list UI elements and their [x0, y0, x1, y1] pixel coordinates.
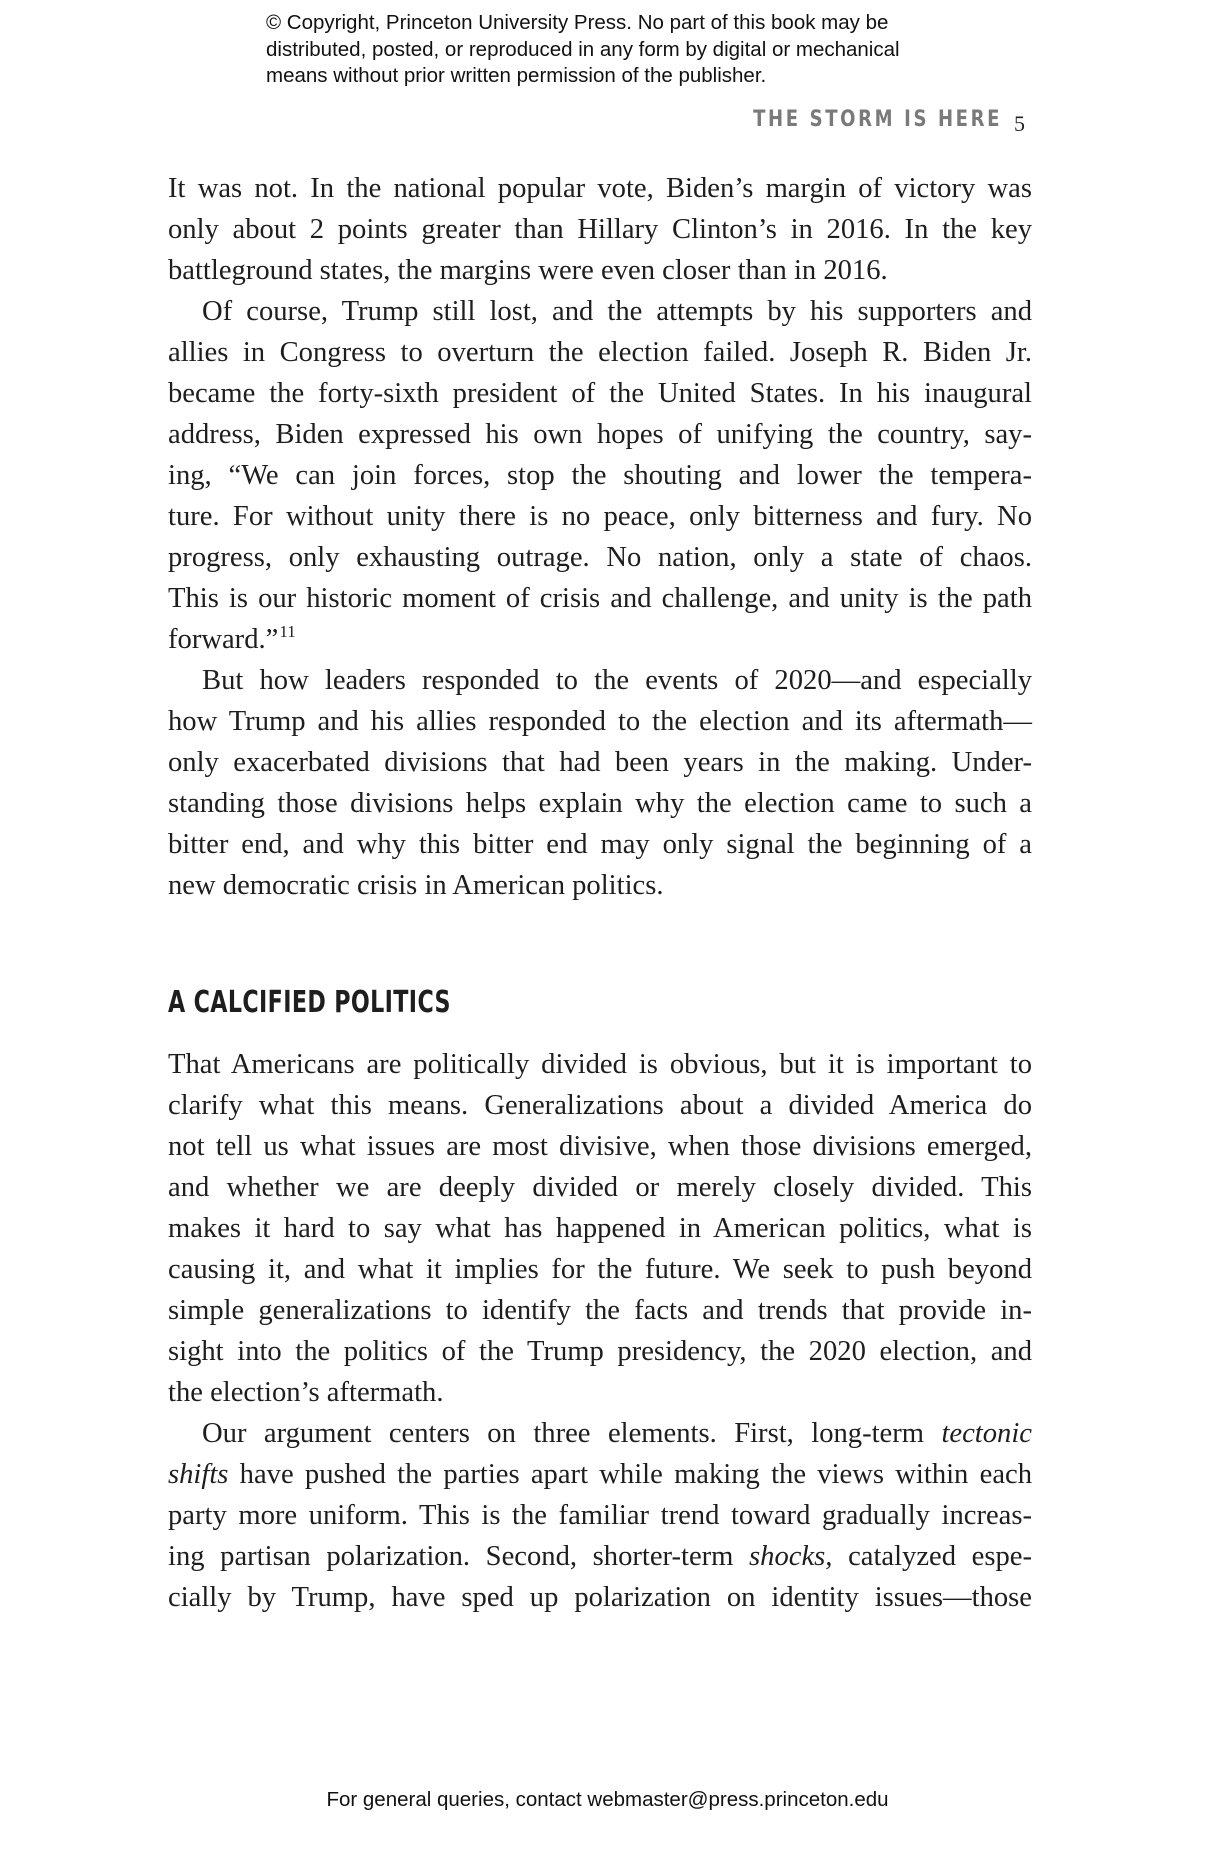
- text-run: catalyzed espe-: [832, 1541, 1032, 1572]
- copyright-line: means without prior written permission of the publisher.: [266, 64, 767, 87]
- footer-contact-text: For general queries, contact webmaster@press.princeton.edu: [326, 1788, 889, 1811]
- text-line: [168, 1536, 1032, 1577]
- text-line: [168, 1454, 1032, 1495]
- text-line: ing, “We can join forces, stop the shouting and lower the tempera-: [168, 460, 1032, 491]
- text-line: only about 2 points greater than Hillary Clinton’s in 2016. In the key: [168, 214, 1032, 245]
- text-line: bitter end, and why this bitter end may only signal the beginning of a: [168, 829, 1032, 860]
- section-heading: A CALCIFIED POLITICS: [168, 985, 451, 1020]
- footer: [0, 1788, 1225, 1812]
- text-line-content: forward.”: [168, 624, 279, 655]
- copyright-line: distributed, posted, or reproduced in any form by digital or mechanical: [266, 37, 900, 61]
- text-line: Of course, Trump still lost, and the attempts by his supporters and: [202, 296, 1032, 327]
- text-run: party more uniform. This is the familiar trend toward gradually increas-: [168, 1500, 1032, 1531]
- emphasized-term: shocks,: [749, 1541, 833, 1572]
- paragraph: [168, 291, 1032, 660]
- text-line: only exacerbated divisions that had been years in the making. Under-: [168, 747, 1032, 778]
- text-run: have pushed the parties apart while making the views within each: [228, 1459, 1032, 1490]
- text-line: It was not. In the national popular vote, Biden’s margin of victory was: [168, 173, 1032, 204]
- copyright-notice: [266, 10, 986, 90]
- body-text-section-2: [168, 1044, 1032, 1618]
- text-line: allies in Congress to overturn the election failed. Joseph R. Biden Jr.: [168, 337, 1032, 368]
- text-run: ing partisan polarization. Second, shorter-term: [168, 1541, 750, 1572]
- text-line: not tell us what issues are most divisive, when those divisions emerged,: [168, 1131, 1032, 1162]
- text-line: and whether we are deeply divided or merely closely divided. This: [168, 1172, 1032, 1203]
- text-line: [168, 1413, 1032, 1454]
- text-line: [168, 1577, 1032, 1618]
- text-line: battleground states, the margins were even closer than in 2016.: [168, 255, 888, 286]
- text-line: progress, only exhausting outrage. No nation, only a state of chaos.: [168, 542, 1032, 573]
- text-line: makes it hard to say what has happened in American politics, what is: [168, 1213, 1032, 1244]
- text-line: ture. For without unity there is no peace, only bitterness and fury. No: [168, 501, 1032, 532]
- text-line: clarify what this means. Generalizations about a divided America do: [168, 1090, 1032, 1121]
- text-line: sight into the politics of the Trump presidency, the 2020 election, and: [168, 1336, 1032, 1367]
- paragraph: [168, 660, 1032, 906]
- text-run: Our argument centers on three elements. First, long-term: [202, 1418, 942, 1449]
- text-line: address, Biden expressed his own hopes of unifying the country, say-: [168, 419, 1032, 450]
- text-line: This is our historic moment of crisis and challenge, and unity is the path: [168, 583, 1032, 614]
- text-line: [168, 619, 1032, 660]
- page-number: 5: [1014, 111, 1025, 136]
- text-line: the election’s aftermath.: [168, 1377, 444, 1408]
- text-line: But how leaders responded to the events of 2020—and especially: [202, 665, 1032, 696]
- text-line: became the forty-sixth president of the United States. In his inaugural: [168, 378, 1032, 409]
- text-line: simple generalizations to identify the facts and trends that provide in-: [168, 1295, 1032, 1326]
- paragraph: [168, 1413, 1032, 1618]
- copyright-line: © Copyright, Princeton University Press. No part of this book may be: [266, 11, 889, 34]
- text-line: causing it, and what it implies for the future. We seek to push beyond: [168, 1254, 1032, 1285]
- text-line: how Trump and his allies responded to the election and its aftermath—: [168, 706, 1032, 737]
- emphasized-term: tectonic: [941, 1418, 1032, 1449]
- text-line: new democratic crisis in American politics.: [168, 870, 664, 901]
- text-line: That Americans are politically divided is obvious, but it is important to: [168, 1049, 1032, 1080]
- text-line: standing those divisions helps explain why the election came to such a: [168, 788, 1032, 819]
- paragraph: [168, 168, 1032, 291]
- body-text-section-1: [168, 168, 1032, 906]
- emphasized-term: shifts: [168, 1459, 229, 1490]
- text-run: cially by Trump, have sped up polarization on identity issues—those: [168, 1582, 1032, 1613]
- footnote-marker[interactable]: 11: [279, 622, 296, 641]
- paragraph: [168, 1044, 1032, 1413]
- running-head-title: THE STORM IS HERE: [753, 107, 1003, 132]
- text-line: [168, 1495, 1032, 1536]
